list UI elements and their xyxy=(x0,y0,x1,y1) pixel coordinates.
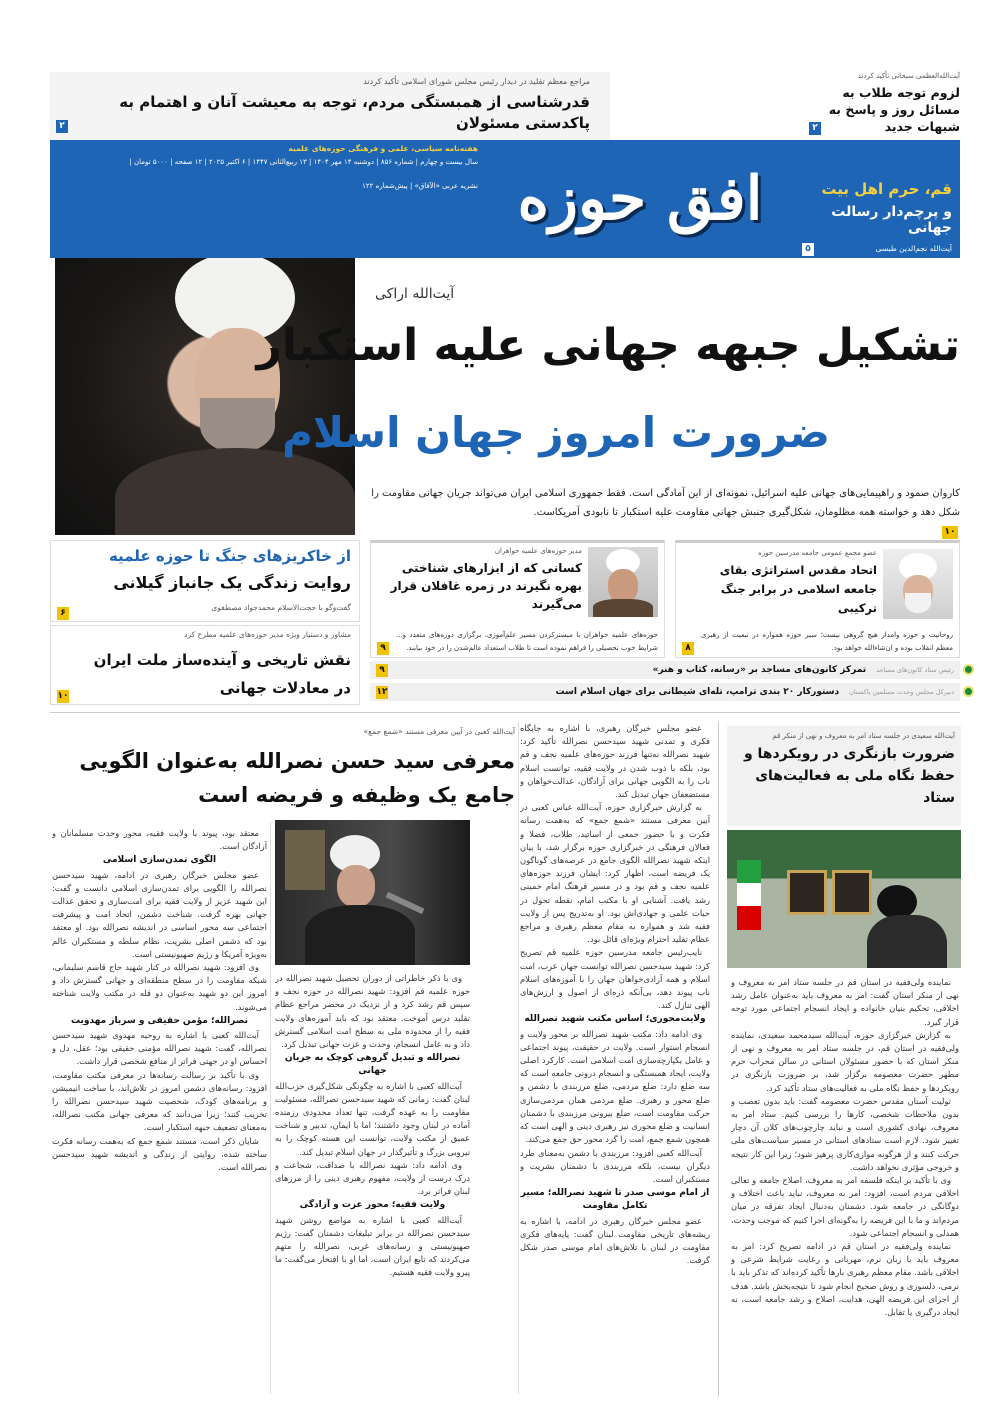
page-number: ۹ xyxy=(377,642,389,655)
page-number: ۹ xyxy=(376,664,388,677)
subheading: نصرالله؛ مؤمن حقیقی و سرباز مهدویت xyxy=(70,1015,248,1026)
main-photo xyxy=(275,820,470,965)
page-number: ۸ xyxy=(682,642,694,655)
kicker: عضو مجمع عمومی جامعه مدرسین حوزه xyxy=(758,549,877,557)
paragraph: وی با تأکید بر رسالت رسانه‌ها در معرفی مکتب مقاومت، افزود: رسانه‌های دشمن امروز در تلاش‌اند، با ساخت انیمیشن و برنامه‌های کودک، شخصیت شهید سیدحسن نصرالله را تخریب کنند؛ زیرا می‌دانند که معرفی جهانی مکتب نصرالله، به‌معنای تضعیف جبهه استکبار است. xyxy=(52,1069,267,1133)
bullet-icon xyxy=(963,664,974,675)
page-number: ۵ xyxy=(802,243,814,256)
subheading: نصرالله و تبدیل گروهی کوچک به جریان جهانی xyxy=(284,1053,461,1077)
logo: افق حوزه xyxy=(517,164,763,234)
kicker: آیت‌الله سعیدی در جلسه ستاد امر به معروف و نهی از منکر قم xyxy=(772,732,955,740)
summary: حوزه‌های علمیه خواهران با مبسترکردن مسیر علم‌آموزی، برگزاری دوره‌های متعدد و... شرایط خوب تحصیلی را فراهم نموده است تا طلاب استعداد عالم‌شدن را در خود بیابند. xyxy=(396,631,658,652)
lead-photo xyxy=(55,258,355,535)
right-story-photo xyxy=(883,549,953,619)
tagline: هفته‌نامه سیاسی، علمی و فرهنگی حوزه‌های علمیه xyxy=(288,144,478,153)
headline: اتحاد مقدس استراتژی بقای جامعه اسلامی در برابر جنگ ترکیبی xyxy=(719,563,877,615)
paragraph: نماینده ولی‌فقیه در استان قم در جلسه ستاد امر به معروف و نهی از منکر استان گفت: امر به معروف باید به‌عنوان عامل رشد اخلاقی، تحکیم بنیان خانواده و ایجاد انسجام اجتماعی مورد توجه قرار گیرد. xyxy=(731,977,959,1027)
paragraph: معتقد بود، پیوند با ولایت فقیه، محور وحدت مسلمانان و آزادگان است. xyxy=(52,828,267,852)
mid-story-photo xyxy=(588,547,658,617)
lead-headline-1: تشکیل جبهه جهانی علیه استکبار xyxy=(256,320,960,371)
headline: دستورکار ۲۰ بندی ترامپ، تله‌ای شیطانی برای جهان اسلام است xyxy=(555,687,840,697)
paragraph: عضو مجلس خبرگان رهبری در ادامه، با اشاره به ریشه‌های تاریخی مقاومت لبنان گفت: پایه‌های فکری مقاومت در لبنان با تلاش‌های امام موسی صدر شکل گرفت. xyxy=(520,1215,710,1266)
left-story-2[interactable] xyxy=(50,625,360,705)
page-number: ۱۰ xyxy=(942,526,958,539)
paragraph: وی با تأکید بر اینکه فلسفه امر به معروف، اصلاح جامعه و تعالی اخلاقی مردم است، افزود: امر به معروف، نباید باعث اختلاف و دوگانگی در جامعه شود. دشمنان به‌دنبال ایجاد تفرقه در میان مردم‌اند و ما با این فریضه را به‌گونه‌ای اجرا کنیم که موجب وحدت، همدلی و انسجام اجتماعی شود. xyxy=(731,1175,959,1238)
teaser-headline: و پرچم‌دار رسالت جهانی xyxy=(831,204,952,236)
headline: نقش تاریخی و آینده‌ساز ملت ایران در معادلات جهانی xyxy=(93,651,351,697)
paragraph: آیت‌الله کعبی با اشاره به مواضع روشن شهید سیدحسن نصرالله در برابر تبلیغات دشمنان گفت: رژیم صهیونیستی و رسانه‌های غربی، نصرالله را متهم می‌کردند که تابع ایران است، اما او با افتخار می‌گفت: ما پیرو ولایت فقیه هستیم. xyxy=(275,1214,470,1278)
side-article[interactable] xyxy=(718,722,960,1397)
robe xyxy=(115,448,355,535)
subheading: ولایت‌محوری؛ اساس مکتب شهید نصرالله xyxy=(524,1014,706,1025)
issue-line: سال بیست و چهارم | شماره ۸۵۶ | دوشنبه ۱۴ مهر ۱۴۰۴ | ۱۳ ربیع‌الثانی ۱۴۴۷ | ۶ اکتبر ۲۰۲۵ | ۱۲ صفحه | ۵۰۰۰ تومان | xyxy=(129,158,478,166)
teaser-highlight: قم، حرم اهل بیت xyxy=(821,180,952,198)
mid-story[interactable] xyxy=(370,540,665,658)
source: رئیس ستاد کانون‌های مساجد xyxy=(876,666,954,674)
paragraph: وی ادامه داد: مکتب شهید نصرالله بر محور ولایت و انسجام استوار است. ولایت در حقیقت، پیوند اجتماعی و عامل یکپارچه‌سازی امت اسلامی است. کارکرد اصلی ولایت، ایجاد همبستگی و انسجام درونی جامعه است که سه ضلع دارد: ضلع مردمی، ضلع مرزبندی با دشمن و ضلع محور و رهبری. ضلع مردمی همان مردمی‌سازی حرکت مقاومت است، ضلع بیرونی مرزبندی با دشمنان انسانیت و ضلع محوری نیز رهبری دینی و الهی است که همچون شمع جمع، امت را گرد محور حق جمع می‌کند. xyxy=(520,1028,710,1145)
paragraph: نماینده ولی‌فقیه در استان قم در ادامه تصریح کرد: امر به معروف باید با زبان نرم، مهربانی و رعایت شرایط شرعی و اخلاقی باشد. مقام معظم رهبری بارها تأکید کرده‌اند که تذکر باید با نرمی، دلسوزی و روش صحیح انجام شود تا نتیجه‌بخش باشد. هدف از اجرای این فریضه الهی، هدایت، اصلاح و رشد جامعه است، نه ایجاد درگیری یا تقابل. xyxy=(731,1241,959,1318)
paragraph: تولیت آستان مقدس حضرت معصومه گفت: باید بدون تعصب و بدون ملاحظات شخصی، کارها را بررسی کنیم. ستاد امر به معروف، نهادی کشوری است و نباید چارچوب‌های کلان آن دچار تغییر شود. لازم است ستادهای استانی در مسیر سیاست‌های ملی حرکت کنند و از هرگونه موازی‌کاری پرهیز شود؛ زیرا این کار نتیجه و خروجی مؤثری نخواهد داشت. xyxy=(731,1095,959,1172)
paragraph: آیت‌الله کعبی با اشاره به روحیه مهدوی شهید سیدحسن نصرالله، گفت: شهید نصرالله مؤمنی حقیقی بود؛ عقل، دل و احساس او در جهتی فراتر از منافع شخصی قرار داشت. xyxy=(52,1030,267,1067)
headline: ضرورت بازنگری در رویکردها و حفظ نگاه ملی به فعالیت‌های ستاد xyxy=(743,746,955,806)
headline: تمرکز کانون‌های مساجد بر «رسانه، کتاب و هنر» xyxy=(652,665,867,675)
paragraph: به گزارش خبرگزاری حوزه، آیت‌الله سیدمحمد سعیدی، نماینده ولی‌فقیه در استان قم، در جلسه ستاد امر به معروف و نهی از منکر استان که با حضور مسئولان استانی در سالن محراب حرم مطهر حضرت معصومه برگزار شد، بر ضرورت بازنگری در رویکردها و حفظ نگاه ملی به فعالیت‌های ستاد تأکید کرد. xyxy=(731,1029,959,1093)
main-col-right xyxy=(520,722,710,1394)
kicker: آیت‌الله کعبی در آیین معرفی مستند «شمع جمع» xyxy=(363,727,515,736)
beard xyxy=(200,398,275,453)
column-rule xyxy=(518,722,519,1394)
right-story[interactable] xyxy=(675,540,960,658)
kicker: مراجع معظم تقلید در دیدار رئیس مجلس شورای اسلامی تأکید کردند xyxy=(363,77,590,86)
lead-kicker: آیت‌الله اراکی xyxy=(375,286,455,302)
page-number: ۱۰ xyxy=(57,691,69,701)
paragraph: وی ادامه داد: شهید نصرالله با صداقت، شجاعت و درک درست از ولایت، مفهوم رهبری دینی را از مرزهای لبنان فراتر برد. xyxy=(275,1159,470,1197)
paragraph: عضو مجلس خبرگان رهبری، با اشاره به جایگاه فکری و تمدنی شهید سیدحسن نصرالله تأکید کرد: شهید نصرالله نه‌تنها فرزند حوزه‌های علمیه نجف و قم بود، بلکه با ذوب شدن در ولایت فقیه، توانست اسلام ناب را به الگویی جهانی برای آزادگان، عدالت‌خواهان و مستضعفان جهان تبدیل کند. xyxy=(520,723,710,800)
headline: قدرشناسی از همبستگی مردم، توجه به معیشت آنان و اهتمام به پاکدستی مسئولان xyxy=(119,93,590,132)
top-left-teaser[interactable] xyxy=(50,72,610,140)
divider xyxy=(50,712,960,713)
side-header xyxy=(727,726,961,826)
kicker: آیت‌الله‌العظمی سبحانی تأکید کردند xyxy=(857,72,960,80)
left-story-1[interactable] xyxy=(50,540,360,622)
paragraph: وی افزود: شهید نصرالله در کنار شهید حاج قاسم سلیمانی، شبکه مقاومت را در سطح منطقه‌ای و جهانی گسترش داد و امروز این دو شهید به‌عنوان دو قله در مکتب ولایت شناخته می‌شوند. xyxy=(52,962,267,1012)
masthead xyxy=(50,140,960,258)
source: دبیرکل مجلس وحدت مسلمین پاکستان xyxy=(849,688,954,696)
main-col-mid xyxy=(275,972,470,1394)
page-number: ۶ xyxy=(57,607,69,620)
summary: روحانیت و حوزه وامدار هیچ گروهی نیست؛ سیر حوزه همواره در تبعیت از رهبری معظم انقلاب بوده و ان‌شاءالله خواهد بود. xyxy=(701,631,953,652)
brief-1[interactable] xyxy=(370,661,960,679)
headline: معرفی سید حسن نصرالله به‌عنوان الگویی جامع یک وظیفه و فریضه است xyxy=(79,749,515,807)
sub-line: نشریه عربی «الآفاق» | پیش‌شماره ۱۲۲ xyxy=(362,182,478,190)
page-number: ۲ xyxy=(56,120,68,133)
teaser-byline: آیت‌الله نجم‌الدین طبسی xyxy=(875,244,952,253)
paragraph: آیت‌الله کعبی با اشاره به چگونگی شکل‌گیری حزب‌الله لبنان گفت: زمانی که شهید سیدحسن نصرالله، مسئولیت مقاومت را به عهده گرفت، تنها تعداد محدودی رزمنده آماده در لبنان وجود داشتند؛ اما با ایمان، تدبیر و شناخت عمیق از مکتب ولایت، توانست این هسته کوچک را به نیرویی بزرگ و تأثیرگذار در جهان اسلام تبدیل کند. xyxy=(275,1080,470,1157)
kicker: مدیر حوزه‌های علمیه خواهران xyxy=(494,547,582,555)
masthead-teaser[interactable] xyxy=(792,180,952,253)
byline: گفت‌وگو با حجت‌الاسلام محمدجواد مصطفوی xyxy=(211,603,351,612)
main-col-left xyxy=(52,827,267,1394)
subheading: الگوی تمدن‌سازی اسلامی xyxy=(102,855,217,866)
side-body xyxy=(731,976,959,1394)
paragraph: شایان ذکر است، مستند شمع جمع که به‌همت رسانه فکرت ساخته شده، روایتی از زندگی و اندیشه شهید سیدحسن نصرالله است. xyxy=(52,1135,267,1173)
column-rule xyxy=(270,822,271,1394)
subheading: از امام موسی صدر تا شهید نصرالله؛ مسیر تکامل مقاومت xyxy=(520,1188,710,1212)
headline-blue: از خاکریزهای جنگ تا حوزه علمیه xyxy=(108,547,351,565)
paragraph: به گزارش خبرگزاری حوزه، آیت‌الله عباس کعبی در آیین معرفی مستند «شمع جمع» که به‌همت رسانه فکرت و با حضور جمعی از اساتید، طلاب، فضلا و فعالان فرهنگی در خبرگزاری حوزه برگزار شد، با بیان اینکه شهید نصرالله الگوی جامع در عرصه‌های گوناگون یک فریضه است، اظهار کرد: ایشان فرزند حوزه‌های علمیه نجف و قم بود و در مسیر فرهنگ امام خمینی رشد یافت. آشنایی او با مکتب امام، نقطه تحول در حیات علمی و جهادی‌اش بود. او به‌تدریج پس از ولایت فقیه شد و همواره به مقام معظم رهبری و مراجع عظام تقلید احترام ویژه‌ای قائل بود. xyxy=(520,802,710,945)
brief-2[interactable] xyxy=(370,683,960,701)
paragraph: عضو مجلس خبرگان رهبری در ادامه، شهید سیدحسن نصرالله را الگویی برای تمدن‌سازی اسلامی دانست و گفت: این شهید عزیز از ولایت فقیه برای امت‌سازی و تحقق عدالت جهانی بهره گرفت. شناخت دشمن، اتحاد امت و پیشرفت اجتماعی سه محور اساسی در اندیشه نصرالله بود. او معتقد بود که دشمن اصلی بشریت، نظام سلطه و مستکبران عالم به‌ویژه آمریکا و رژیم صهیونیستی است. xyxy=(52,869,267,959)
paragraph: نایب‌رئیس جامعه مدرسین حوزه علمیه قم تصریح کرد: شهید سیدحسن نصرالله توانست جهان عرب، امت اسلام و همه آزادی‌خواهان جهان را با آموزه‌های اسلام ناب پیوند دهد، بی‌آنکه ذره‌ای از اصول و ارزش‌های الهی تنازل کند. xyxy=(520,947,710,1011)
kicker: مشاور و دستیار ویژه مدیر حوزه‌های علمیه مطرح کرد xyxy=(184,630,351,639)
lead-story[interactable] xyxy=(256,280,960,537)
paragraph: آیت‌الله کعبی افزود: مرزبندی با دشمن به‌معنای طرد دیگران نیست، بلکه مرزبندی با دشمنان بشریت و مستکبران است. xyxy=(520,1147,710,1184)
page-number: ۱۲ xyxy=(376,687,388,697)
lead-headline-2: ضرورت امروز جهان اسلام xyxy=(282,408,830,457)
headline: کسانی که از ابزارهای شناختی بهره نگیرند در زمره غافلان قرار می‌گیرند xyxy=(390,561,582,611)
paragraph: وی با ذکر خاطراتی از دوران تحصیل شهید نصرالله در حوزه علمیه قم افزود: شهید نصرالله در حوزه نجف و سپس قم رشد کرد و از نزدیک در محضر مراجع عظام تقلید درس آموخت. معتقد بود که باید آموزه‌های ولایت فقیه را از محدوده ملی به سطح امت اسلامی گسترش داد و به عامل انسجام، وحدت و عزت جهانی تبدیل کرد. xyxy=(275,973,470,1050)
headline: روایت زندگی یک جانباز گیلانی xyxy=(113,573,351,592)
page-number: ۲ xyxy=(809,122,821,135)
headline: لزوم توجه طلاب به مسائل روز و پاسخ به شبهات جدید xyxy=(828,85,960,134)
top-right-teaser[interactable] xyxy=(812,72,960,138)
lead-summary: کاروان صمود و راهپیمایی‌های جهانی علیه اسرائیل، نمونه‌ای از این آمادگی است. فقط جمهوری اسلامی ایران می‌تواند جریان جهانی مقاومت را شکل دهد و خواسته همه مظلومان، شکل‌گیری جنبش جهانی مقاومت علیه استکبار تا نابودی آمریکاست. xyxy=(371,488,960,518)
main-article[interactable] xyxy=(50,722,710,1397)
side-photo xyxy=(727,830,961,968)
bullet-icon xyxy=(963,686,974,697)
subheading: ولایت فقیه؛ محور عزت و آزادگی xyxy=(299,1200,446,1211)
